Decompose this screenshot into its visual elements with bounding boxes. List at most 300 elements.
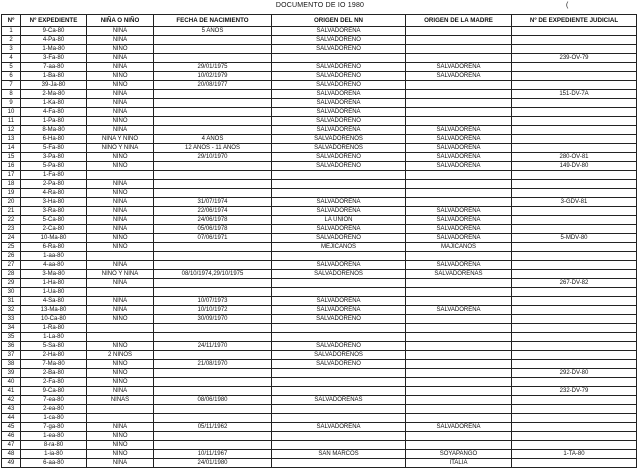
cell-expediente: 1-ca-80 (21, 414, 87, 423)
cell-number: 25 (2, 243, 21, 252)
cell-origen-madre: SALVADOREÑA (406, 306, 512, 315)
cell-nina-nino: NIÑA (87, 387, 154, 396)
cell-origen-nn: SALVADOREÑO (272, 315, 406, 324)
cell-expediente: 2-Ba-80 (21, 369, 87, 378)
cell-origen-madre (406, 288, 512, 297)
cell-number: 15 (2, 153, 21, 162)
table-row (2, 423, 637, 432)
cell-fecha: 5 AÑOS (154, 27, 272, 36)
cell-origen-nn (272, 459, 406, 468)
cell-judicial (512, 216, 637, 225)
cell-judicial: 280-OV-81 (512, 153, 637, 162)
cell-expediente: 3-Ra-80 (21, 207, 87, 216)
cell-fecha: 08/06/1980 (154, 396, 272, 405)
cell-origen-madre (406, 297, 512, 306)
cell-fecha (154, 90, 272, 99)
cell-judicial (512, 63, 637, 72)
table-row (2, 432, 637, 441)
cell-number: 13 (2, 135, 21, 144)
cell-origen-madre: SOYAPANGO (406, 450, 512, 459)
cell-nina-nino: NIÑA (87, 423, 154, 432)
cell-origen-madre (406, 180, 512, 189)
cell-judicial (512, 324, 637, 333)
cell-expediente: 8-Ma-80 (21, 126, 87, 135)
cell-judicial (512, 432, 637, 441)
cell-expediente: 1-aa-80 (21, 252, 87, 261)
cell-fecha (154, 171, 272, 180)
cell-number: 16 (2, 162, 21, 171)
col-header-fecha: FECHA DE NACIMIENTO (154, 15, 272, 27)
cell-expediente: 4-Ra-80 (21, 189, 87, 198)
cell-origen-madre: MAJICANOS (406, 243, 512, 252)
cell-origen-madre (406, 315, 512, 324)
table-row (2, 90, 637, 99)
table-row (2, 333, 637, 342)
cell-number: 21 (2, 207, 21, 216)
cell-nina-nino: NIÑO (87, 189, 154, 198)
cell-fecha (154, 162, 272, 171)
cell-origen-madre (406, 414, 512, 423)
cell-origen-nn (272, 405, 406, 414)
table-row (2, 351, 637, 360)
cell-number: 17 (2, 171, 21, 180)
cell-fecha: 22/06/1974 (154, 207, 272, 216)
cell-judicial (512, 99, 637, 108)
cell-origen-nn: SALVADOREÑO (272, 36, 406, 45)
cell-origen-madre (406, 369, 512, 378)
table-body (2, 27, 637, 468)
cell-nina-nino: NIÑA (87, 261, 154, 270)
cell-judicial (512, 45, 637, 54)
cell-origen-madre: SALVADOREÑA (406, 261, 512, 270)
table-row (2, 225, 637, 234)
cell-nina-nino: NIÑO (87, 81, 154, 90)
cell-expediente: 7-Ma-80 (21, 360, 87, 369)
cell-number: 33 (2, 315, 21, 324)
cell-nina-nino (87, 405, 154, 414)
cell-judicial (512, 405, 637, 414)
cell-judicial (512, 423, 637, 432)
cell-nina-nino: NIÑO (87, 243, 154, 252)
cell-expediente: 13-Ma-80 (21, 306, 87, 315)
table-row (2, 135, 637, 144)
cell-origen-nn: SALVADOREÑO (272, 153, 406, 162)
cell-judicial (512, 72, 637, 81)
cell-expediente: 3-Pa-80 (21, 153, 87, 162)
cell-expediente: 7-ea-80 (21, 396, 87, 405)
table-row (2, 261, 637, 270)
cell-origen-madre (406, 54, 512, 63)
cell-nina-nino: NIÑO (87, 72, 154, 81)
cell-judicial: 149-DV-80 (512, 162, 637, 171)
cell-origen-madre (406, 351, 512, 360)
cell-judicial (512, 27, 637, 36)
cell-origen-nn: SALVADOREÑO (272, 117, 406, 126)
cell-origen-madre: SALVADOREÑA (406, 423, 512, 432)
cell-expediente: 2-Pa-80 (21, 180, 87, 189)
cell-expediente: 7-aa-80 (21, 63, 87, 72)
cell-origen-madre (406, 432, 512, 441)
cell-origen-nn: MEJICANOS (272, 243, 406, 252)
cell-nina-nino: NIÑO (87, 378, 154, 387)
cell-judicial (512, 297, 637, 306)
cell-number: 47 (2, 441, 21, 450)
cell-origen-nn (272, 288, 406, 297)
cell-fecha (154, 405, 272, 414)
cell-judicial: 3-GDV-81 (512, 198, 637, 207)
cell-fecha (154, 414, 272, 423)
cell-fecha (154, 252, 272, 261)
cell-origen-madre (406, 45, 512, 54)
cell-nina-nino: NIÑA (87, 108, 154, 117)
cell-fecha: 08/10/1974,29/10/1975 (154, 270, 272, 279)
cell-judicial (512, 261, 637, 270)
cell-origen-nn: SALVADOREÑO (272, 45, 406, 54)
cell-origen-nn: SALVADOREÑO (272, 234, 406, 243)
cell-number: 38 (2, 360, 21, 369)
table-row (2, 252, 637, 261)
table-row (2, 324, 637, 333)
cell-nina-nino: NIÑO (87, 162, 154, 171)
cell-expediente: 9-Ca-80 (21, 27, 87, 36)
table-row (2, 405, 637, 414)
cell-expediente: 1-Ba-80 (21, 72, 87, 81)
cell-fecha (154, 441, 272, 450)
cell-expediente: 3-Fa-80 (21, 54, 87, 63)
cell-fecha: 20/08/1977 (154, 81, 272, 90)
cell-number: 14 (2, 144, 21, 153)
cell-fecha (154, 351, 272, 360)
cell-nina-nino: NIÑA (87, 216, 154, 225)
cell-judicial (512, 333, 637, 342)
document-title (0, 0, 640, 12)
cell-judicial (512, 459, 637, 468)
cell-number: 46 (2, 432, 21, 441)
cell-origen-nn: SALVADOREÑO (272, 63, 406, 72)
cell-number: 39 (2, 369, 21, 378)
cell-number: 37 (2, 351, 21, 360)
cell-nina-nino (87, 171, 154, 180)
cell-fecha (154, 54, 272, 63)
cell-origen-madre (406, 360, 512, 369)
cell-number: 30 (2, 288, 21, 297)
cell-origen-nn: SALVADOREÑA (272, 90, 406, 99)
cell-expediente: 6-Ra-80 (21, 243, 87, 252)
cell-fecha (154, 369, 272, 378)
cell-judicial (512, 351, 637, 360)
cell-origen-nn (272, 180, 406, 189)
cell-origen-nn (272, 432, 406, 441)
cell-expediente: 4-Sa-80 (21, 297, 87, 306)
cell-origen-nn: SALVADOREÑO (272, 360, 406, 369)
cell-nina-nino: NIÑO (87, 369, 154, 378)
cell-nina-nino: NIÑA (87, 54, 154, 63)
cell-origen-nn: SALVADOREÑAS (272, 396, 406, 405)
cell-judicial: 232-DV-79 (512, 387, 637, 396)
cell-fecha: 30/09/1970 (154, 315, 272, 324)
cell-number: 43 (2, 405, 21, 414)
cell-origen-nn (272, 441, 406, 450)
cell-number: 20 (2, 198, 21, 207)
cell-expediente: 1-ia-80 (21, 450, 87, 459)
cell-origen-madre: SALVADOREÑA (406, 207, 512, 216)
table-row (2, 81, 637, 90)
cell-judicial (512, 396, 637, 405)
cell-origen-nn (272, 414, 406, 423)
table-row (2, 234, 637, 243)
cell-nina-nino: NIÑO (87, 360, 154, 369)
table-row (2, 180, 637, 189)
cell-fecha (154, 36, 272, 45)
cell-number: 23 (2, 225, 21, 234)
cell-nina-nino: NIÑO (87, 441, 154, 450)
header-row (2, 15, 637, 27)
cell-number: 19 (2, 189, 21, 198)
cell-expediente: 1-Ha-80 (21, 279, 87, 288)
cell-expediente: 1-Pa-80 (21, 117, 87, 126)
cell-number: 26 (2, 252, 21, 261)
table-row (2, 207, 637, 216)
cell-expediente: 1-Ua-80 (21, 288, 87, 297)
cell-fecha (154, 279, 272, 288)
cell-judicial (512, 144, 637, 153)
cell-number: 4 (2, 54, 21, 63)
cell-number: 35 (2, 333, 21, 342)
cell-origen-nn (272, 387, 406, 396)
cell-number: 41 (2, 387, 21, 396)
cell-nina-nino (87, 252, 154, 261)
cell-fecha: 24/11/1970 (154, 342, 272, 351)
cell-number: 48 (2, 450, 21, 459)
table-row (2, 27, 637, 36)
cell-judicial (512, 252, 637, 261)
cell-expediente: 2-Ca-80 (21, 225, 87, 234)
cell-expediente: 1-La-80 (21, 333, 87, 342)
cell-fecha (154, 243, 272, 252)
cell-nina-nino: NIÑO (87, 45, 154, 54)
cell-expediente: 5-Ca-80 (21, 216, 87, 225)
cell-origen-madre (406, 27, 512, 36)
cell-origen-nn: LA UNION (272, 216, 406, 225)
cell-origen-madre: SALVADOREÑA (406, 216, 512, 225)
cell-judicial (512, 180, 637, 189)
cell-nina-nino: NIÑA (87, 27, 154, 36)
cell-nina-nino: NIÑA (87, 180, 154, 189)
cell-origen-nn: SALVADOREÑOS (272, 351, 406, 360)
cell-judicial (512, 108, 637, 117)
register-table (1, 14, 637, 468)
table-row (2, 189, 637, 198)
cell-origen-madre (406, 441, 512, 450)
col-header-nina-nino: NIÑA O NIÑO (87, 15, 154, 27)
cell-fecha (154, 387, 272, 396)
cell-nina-nino: NIÑA Y NIÑO (87, 135, 154, 144)
cell-fecha (154, 45, 272, 54)
cell-expediente: 2-Ha-80 (21, 351, 87, 360)
cell-judicial (512, 306, 637, 315)
cell-judicial (512, 36, 637, 45)
cell-nina-nino: NIÑA (87, 306, 154, 315)
cell-number: 8 (2, 90, 21, 99)
cell-origen-nn: SALVADOREÑA (272, 27, 406, 36)
cell-origen-nn: SALVADOREÑA (272, 261, 406, 270)
cell-nina-nino: NIÑO Y NIÑA (87, 270, 154, 279)
cell-nina-nino: NIÑA (87, 198, 154, 207)
table-row (2, 315, 637, 324)
cell-number: 22 (2, 216, 21, 225)
cell-origen-nn: SALVADOREÑA (272, 126, 406, 135)
cell-nina-nino: NIÑAS (87, 396, 154, 405)
cell-origen-nn: SALVADOREÑOS (272, 270, 406, 279)
cell-origen-nn: SALVADOREÑO (272, 72, 406, 81)
cell-number: 7 (2, 81, 21, 90)
cell-expediente: 7-ga-80 (21, 423, 87, 432)
table-row (2, 216, 637, 225)
cell-origen-nn: SALVADOREÑA (272, 207, 406, 216)
cell-nina-nino: NIÑO (87, 117, 154, 126)
cell-expediente: 3-Ma-80 (21, 270, 87, 279)
cell-fecha (154, 180, 272, 189)
cell-origen-madre (406, 36, 512, 45)
cell-nina-nino: NIÑA (87, 459, 154, 468)
cell-fecha: 10/11/1967 (154, 450, 272, 459)
cell-number: 32 (2, 306, 21, 315)
cell-origen-nn (272, 279, 406, 288)
cell-fecha: 05/11/1962 (154, 423, 272, 432)
cell-origen-nn (272, 324, 406, 333)
cell-number: 12 (2, 126, 21, 135)
cell-expediente: 4-aa-80 (21, 261, 87, 270)
cell-origen-nn (272, 252, 406, 261)
cell-origen-madre: SALVADOREÑA (406, 153, 512, 162)
cell-origen-nn (272, 378, 406, 387)
cell-nina-nino: NIÑO (87, 234, 154, 243)
cell-number: 28 (2, 270, 21, 279)
cell-number: 34 (2, 324, 21, 333)
cell-origen-nn: SALVADOREÑOS (272, 144, 406, 153)
cell-expediente: 2-Fa-80 (21, 378, 87, 387)
cell-number: 36 (2, 342, 21, 351)
table-row (2, 270, 637, 279)
table-row (2, 441, 637, 450)
cell-number: 10 (2, 108, 21, 117)
cell-number: 3 (2, 45, 21, 54)
cell-fecha (154, 117, 272, 126)
table-row (2, 63, 637, 72)
cell-fecha: 4 AÑOS (154, 135, 272, 144)
cell-judicial (512, 171, 637, 180)
cell-origen-madre (406, 189, 512, 198)
table-row (2, 54, 637, 63)
cell-expediente: 6-Ha-80 (21, 135, 87, 144)
cell-fecha: 29/01/1975 (154, 63, 272, 72)
cell-judicial: 267-DV-82 (512, 279, 637, 288)
cell-origen-nn: SALVADOREÑA (272, 423, 406, 432)
cell-nina-nino: NIÑA (87, 207, 154, 216)
cell-fecha (154, 432, 272, 441)
cell-origen-madre (406, 117, 512, 126)
cell-origen-madre (406, 378, 512, 387)
cell-expediente: 39-Ja-80 (21, 81, 87, 90)
table-row (2, 297, 637, 306)
cell-expediente: 9-Ca-80 (21, 387, 87, 396)
cell-expediente: 2-ea-80 (21, 405, 87, 414)
cell-origen-madre (406, 99, 512, 108)
cell-judicial (512, 207, 637, 216)
cell-nina-nino (87, 324, 154, 333)
col-header-expediente: Nº EXPEDIENTE (21, 15, 87, 27)
cell-origen-nn: SALVADOREÑA (272, 225, 406, 234)
cell-fecha (154, 378, 272, 387)
cell-expediente: 5-Sa-80 (21, 342, 87, 351)
cell-expediente: 10-Ca-80 (21, 315, 87, 324)
table-row (2, 279, 637, 288)
cell-origen-madre: SALVADOREÑA (406, 72, 512, 81)
cell-expediente: 1-ea-80 (21, 432, 87, 441)
cell-fecha: 24/06/1978 (154, 216, 272, 225)
cell-judicial (512, 81, 637, 90)
cell-number: 40 (2, 378, 21, 387)
cell-nina-nino: NIÑA (87, 63, 154, 72)
cell-judicial (512, 225, 637, 234)
cell-origen-madre (406, 387, 512, 396)
cell-fecha (154, 99, 272, 108)
cell-origen-madre (406, 396, 512, 405)
cell-nina-nino: NIÑO (87, 432, 154, 441)
cell-number: 45 (2, 423, 21, 432)
cell-judicial (512, 315, 637, 324)
cell-origen-nn: SALVADOREÑO (272, 162, 406, 171)
cell-judicial (512, 243, 637, 252)
cell-judicial (512, 117, 637, 126)
cell-fecha: 10/02/1979 (154, 72, 272, 81)
cell-fecha (154, 108, 272, 117)
cell-expediente: 1-Ma-80 (21, 45, 87, 54)
cell-origen-nn (272, 54, 406, 63)
cell-origen-madre (406, 198, 512, 207)
corner-mark: ( (566, 2, 569, 9)
col-header-number: Nº (2, 15, 21, 27)
cell-expediente: 8-ra-80 (21, 441, 87, 450)
cell-fecha (154, 189, 272, 198)
col-header-origen-nn: ORIGEN DEL NN (272, 15, 406, 27)
cell-judicial (512, 189, 637, 198)
cell-judicial (512, 126, 637, 135)
table-row (2, 450, 637, 459)
cell-origen-madre (406, 324, 512, 333)
cell-origen-nn: SAN MARCOS (272, 450, 406, 459)
cell-expediente: 1-Ra-80 (21, 324, 87, 333)
cell-number: 31 (2, 297, 21, 306)
cell-origen-nn: SALVADOREÑO (272, 342, 406, 351)
table-row (2, 342, 637, 351)
table-row (2, 198, 637, 207)
cell-judicial (512, 414, 637, 423)
cell-number: 9 (2, 99, 21, 108)
cell-origen-madre: ITALIA (406, 459, 512, 468)
cell-number: 5 (2, 63, 21, 72)
cell-origen-madre (406, 81, 512, 90)
cell-judicial: 151-DV-7A (512, 90, 637, 99)
cell-fecha: 07/06/1971 (154, 234, 272, 243)
cell-origen-madre (406, 252, 512, 261)
cell-judicial: 292-DV-80 (512, 369, 637, 378)
table-row (2, 99, 637, 108)
cell-origen-madre (406, 405, 512, 414)
table-row (2, 72, 637, 81)
cell-expediente: 5-Pa-80 (21, 162, 87, 171)
table-row (2, 288, 637, 297)
